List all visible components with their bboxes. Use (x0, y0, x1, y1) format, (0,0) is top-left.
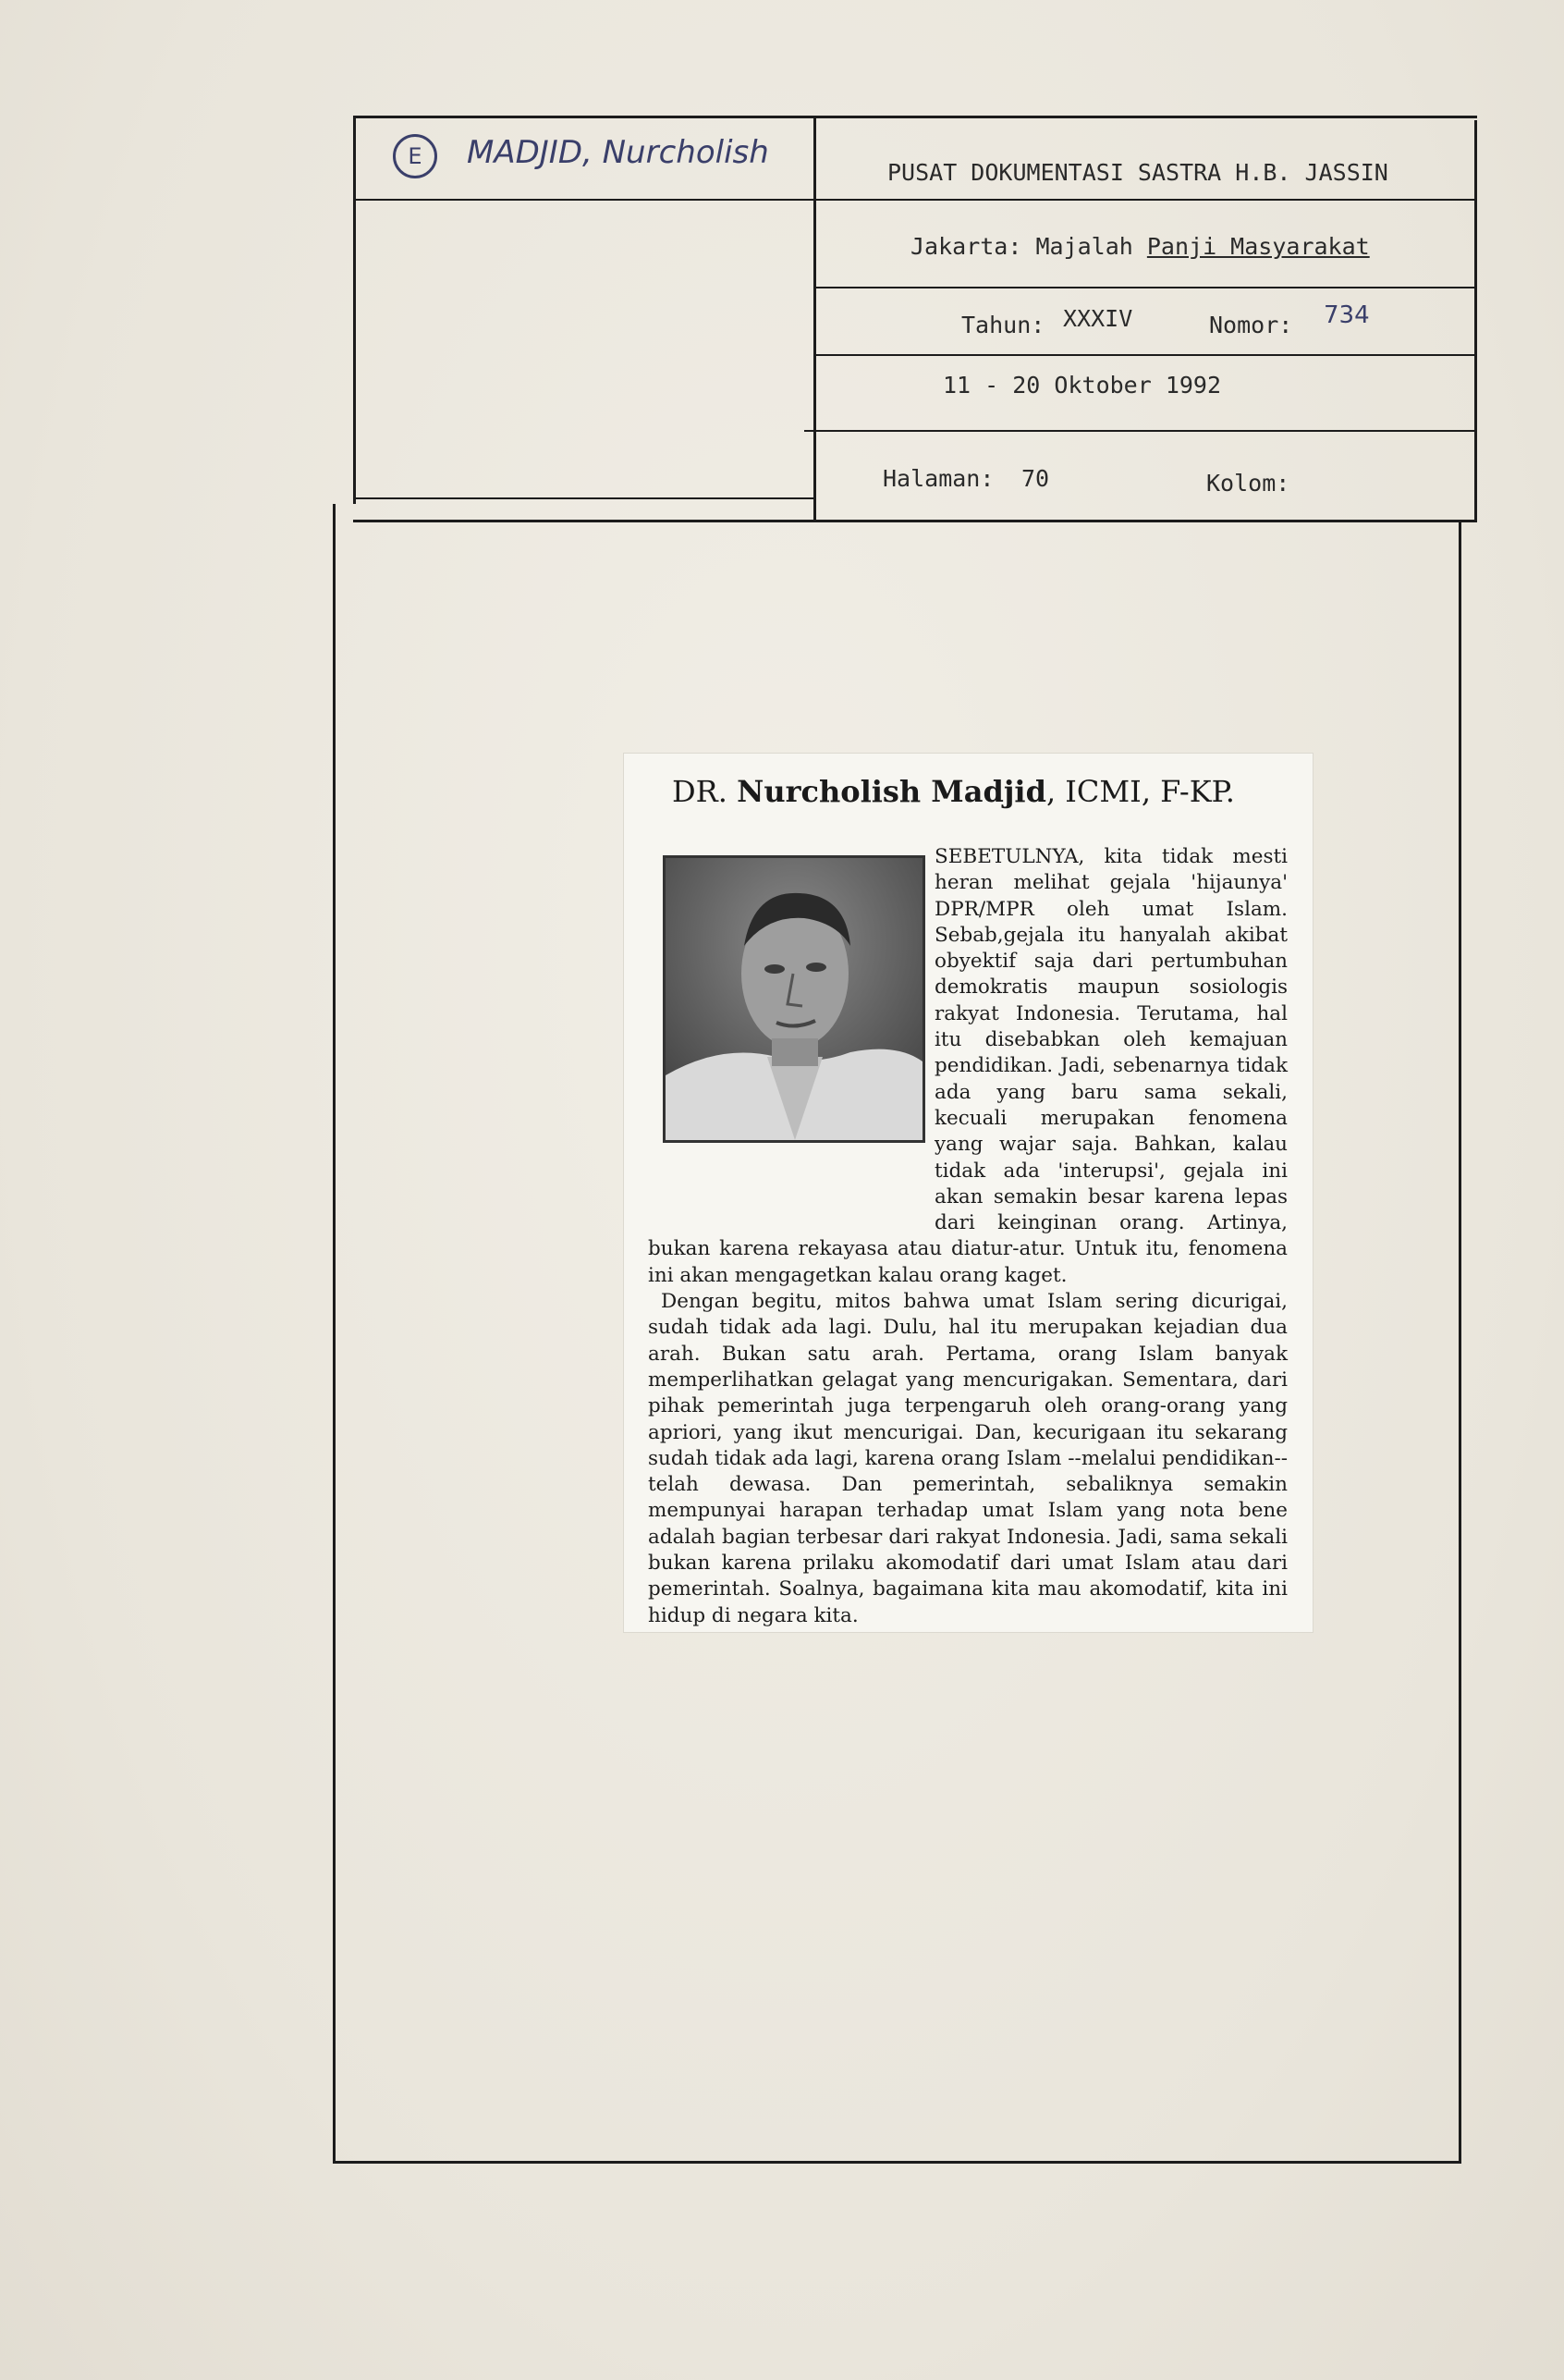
source-prefix: Jakarta: Majalah (910, 233, 1147, 260)
newspaper-clipping (624, 754, 1313, 1632)
form-row-line-5 (353, 497, 815, 499)
year-label: Tahun: (961, 312, 1045, 338)
article-paragraph-1: SEBETULNYA, kita tidak mesti heran melihat gejala 'hijaunya' DPR/MPR oleh umat Islam. Sebab,gejala itu hanyalah akibat obyektif saja dari pertumbuhan demokratis maupun sosiologis rakyat Indonesia. Terutama, hal itu disebabkan oleh kemajuan pendidikan. Jadi, sebenarnya tidak ada yang baru sama sekali, kecuali merupakan fenomena yang wajar saja. Bahkan, kalau tidak ada 'interupsi', gejala ini akan semakin besar karena lepas dari keinginan orang. Artinya, bukan karena rekayasa atau diatur-atur. Untuk itu, fenomena ini akan mengagetkan kalau orang kaget. (648, 845, 1288, 1287)
headline-prefix: DR. (672, 774, 727, 809)
column-label: Kolom: (1206, 470, 1290, 497)
page-label: Halaman: (883, 465, 995, 492)
frame-left-border (333, 504, 336, 2164)
headline-name: Nurcholish Madjid (737, 774, 1046, 809)
handwritten-name: MADJID, Nurcholish (467, 134, 769, 171)
form-row-line-3 (813, 354, 1477, 356)
form-top-border (353, 116, 1477, 118)
article-body (648, 844, 1288, 1629)
number-label: Nomor: (1209, 312, 1293, 338)
frame-right-border (1459, 522, 1461, 2164)
source-name: Panji Masyarakat (1146, 233, 1370, 260)
number-value: 734 (1324, 301, 1370, 329)
category-circle (393, 134, 437, 178)
form-right-border (1474, 120, 1477, 522)
form-middle-divider (813, 116, 816, 522)
source-line (910, 233, 1370, 260)
year-value: XXXIV (1063, 305, 1133, 332)
headline-suffix: , ICMI, F-KP. (1045, 774, 1235, 809)
form-left-border-top (353, 116, 356, 504)
issue-date: 11 - 20 Oktober 1992 (943, 372, 1222, 399)
form-row-line-2 (813, 287, 1477, 288)
institution-name: PUSAT DOKUMENTASI SASTRA H.B. JASSIN (887, 159, 1388, 186)
frame-bottom-border (333, 2161, 1461, 2164)
page-value: 70 (1021, 465, 1050, 492)
form-row-line-4 (804, 430, 1477, 432)
form-row-line-1 (353, 199, 1477, 201)
form-row-line-6 (353, 520, 1477, 522)
article-paragraph-2: Dengan begitu, mitos bahwa umat Islam sering dicurigai, sudah tidak ada lagi. Dulu, hal itu merupakan kejadian dua arah. Bukan satu arah. Pertama, orang Islam banyak memperlihatkan gelagat yang mencurigakan. Sementara, dari pihak pemerintah juga terpengaruh oleh orang-orang yang apriori, yang ikut mencurigai. Dan, kecurigaan itu sekarang sudah tidak ada lagi, karena orang Islam --melalui pendidikan-- telah dewasa. Dan pemerintah, sebaliknya semakin mempunyai harapan terhadap umat Islam yang nota bene adalah bagian terbesar dari rakyat Indonesia. Jadi, sama sekali bukan karena prilaku akomodatif dari umat Islam atau dari pemerintah. Soalnya, bagaimana kita mau akomodatif, kita ini hidup di negara kita. (648, 1290, 1288, 1627)
category-code: E (408, 143, 422, 169)
article-headline (672, 774, 1235, 809)
